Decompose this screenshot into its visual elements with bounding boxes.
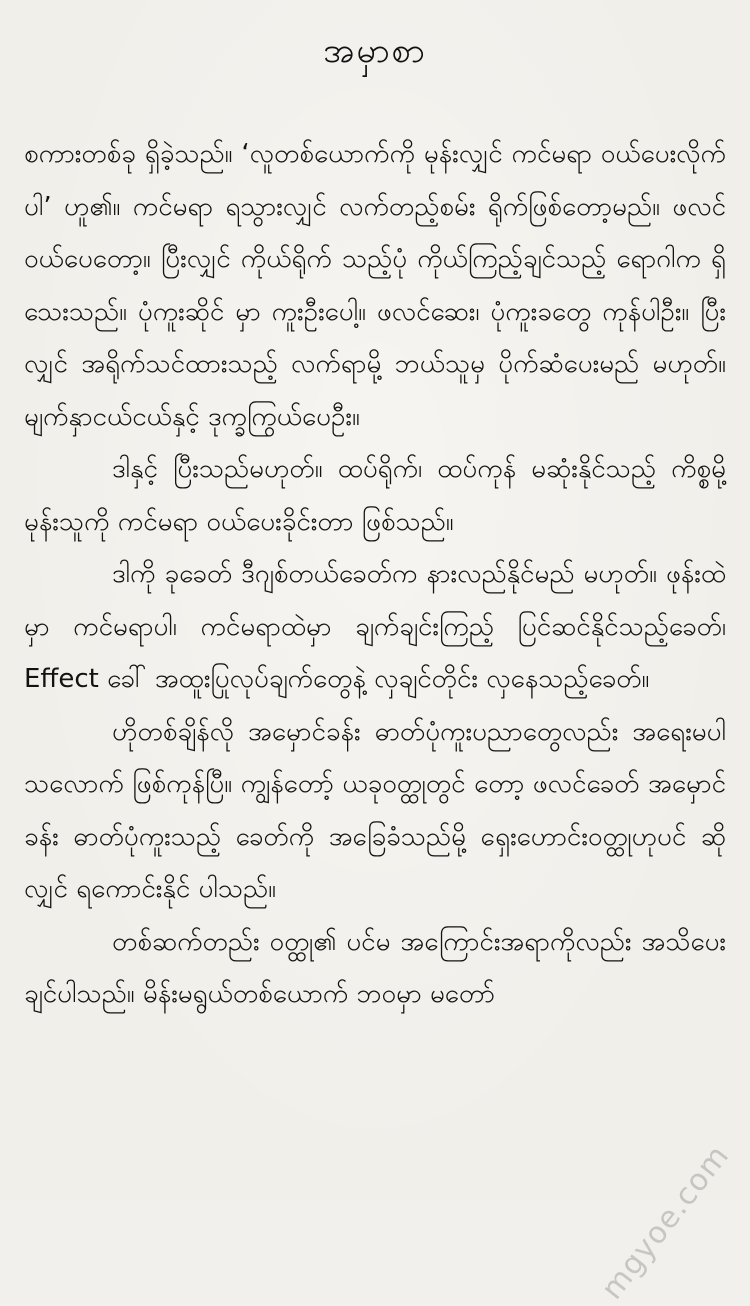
paragraph-3: ဒါကို ခုခေတ် ဒီဂျစ်တယ်ခေတ်က နားလည်နိုင်မည် မဟုတ်။ ဖုန်းထဲမှာ ကင်မရာပါ၊ ကင်မရာထဲမှာ ချက်ချင်းကြည့် ပြင်ဆင်နိုင်သည့်ခေတ်၊ Effect ခေါ် အထူးပြုလုပ်ချက်တွေနဲ့ လှချင်တိုင်း လှနေသည့်ခေတ်။ [24, 559, 726, 694]
paragraph-4: ဟိုတစ်ချိန်လို အမှောင်ခန်း ဓာတ်ပုံကူးပညာတွေလည်း အရေးမပါသလောက် ဖြစ်ကုန်ပြီ။ ကျွန်တော့် ယခုဝတ္ထုတွင် တော့ ဖလင်ခေတ် အမှောင်ခန်း ဓာတ်ပုံကူးသည့် ခေတ်ကို အခြေခံသည်မို့ ရှေးဟောင်းဝတ္ထုဟုပင် ဆိုလျှင် ရကောင်းနိုင် ပါသည်။ [24, 716, 726, 904]
watermark: mgyoe.com [594, 1138, 736, 1306]
paragraph-5: တစ်ဆက်တည်း ဝတ္ထု၏ ပင်မ အကြောင်းအရာကိုလည်း အသိပေးချင်ပါသည်။ မိန်းမရွယ်တစ်ယောက် ဘဝမှာ မတော် [24, 926, 726, 1009]
paragraph-2: ဒါနှင့် ပြီးသည်မဟုတ်။ ထပ်ရိုက်၊ ထပ်ကုန် မဆုံးနိုင်သည့် ကိစ္စမို့ မုန်းသူကို ကင်မရာ ဝယ်ပေးခိုင်းတာ ဖြစ်သည်။ [24, 454, 726, 537]
body-text [24, 128, 726, 1021]
paragraph-1: စကားတစ်ခု ရှိခဲ့သည်။ ‘လူတစ်ယောက်ကို မုန်းလျှင် ကင်မရာ ဝယ်ပေးလိုက်ပါ’ ဟူ၏။ ကင်မရာ ရသွားလျှင် လက်တည့်စမ်း ရိုက်ဖြစ်တော့မည်။ ဖလင် ဝယ်ပေတော့။ ပြီးလျှင် ကိုယ်ရိုက် သည့်ပုံ ကိုယ်ကြည့်ချင်သည့် ရောဂါက ရှိသေးသည်။ ပုံကူးဆိုင် မှာ ကူးဦးပေါ့။ ဖလင်ဆေး၊ ပုံကူးခတွေ ကုန်ပါဦး။ ပြီးလျှင် အရိုက်သင်ထားသည့် လက်ရာမို့ ဘယ်သူမှ ပိုက်ဆံပေးမည် မဟုတ်။ မျက်နှာငယ်ငယ်နှင့် ဒုက္ခကြွယ်ပေဦး။ [24, 139, 726, 432]
page-heading: အမှာစာ [323, 31, 427, 71]
